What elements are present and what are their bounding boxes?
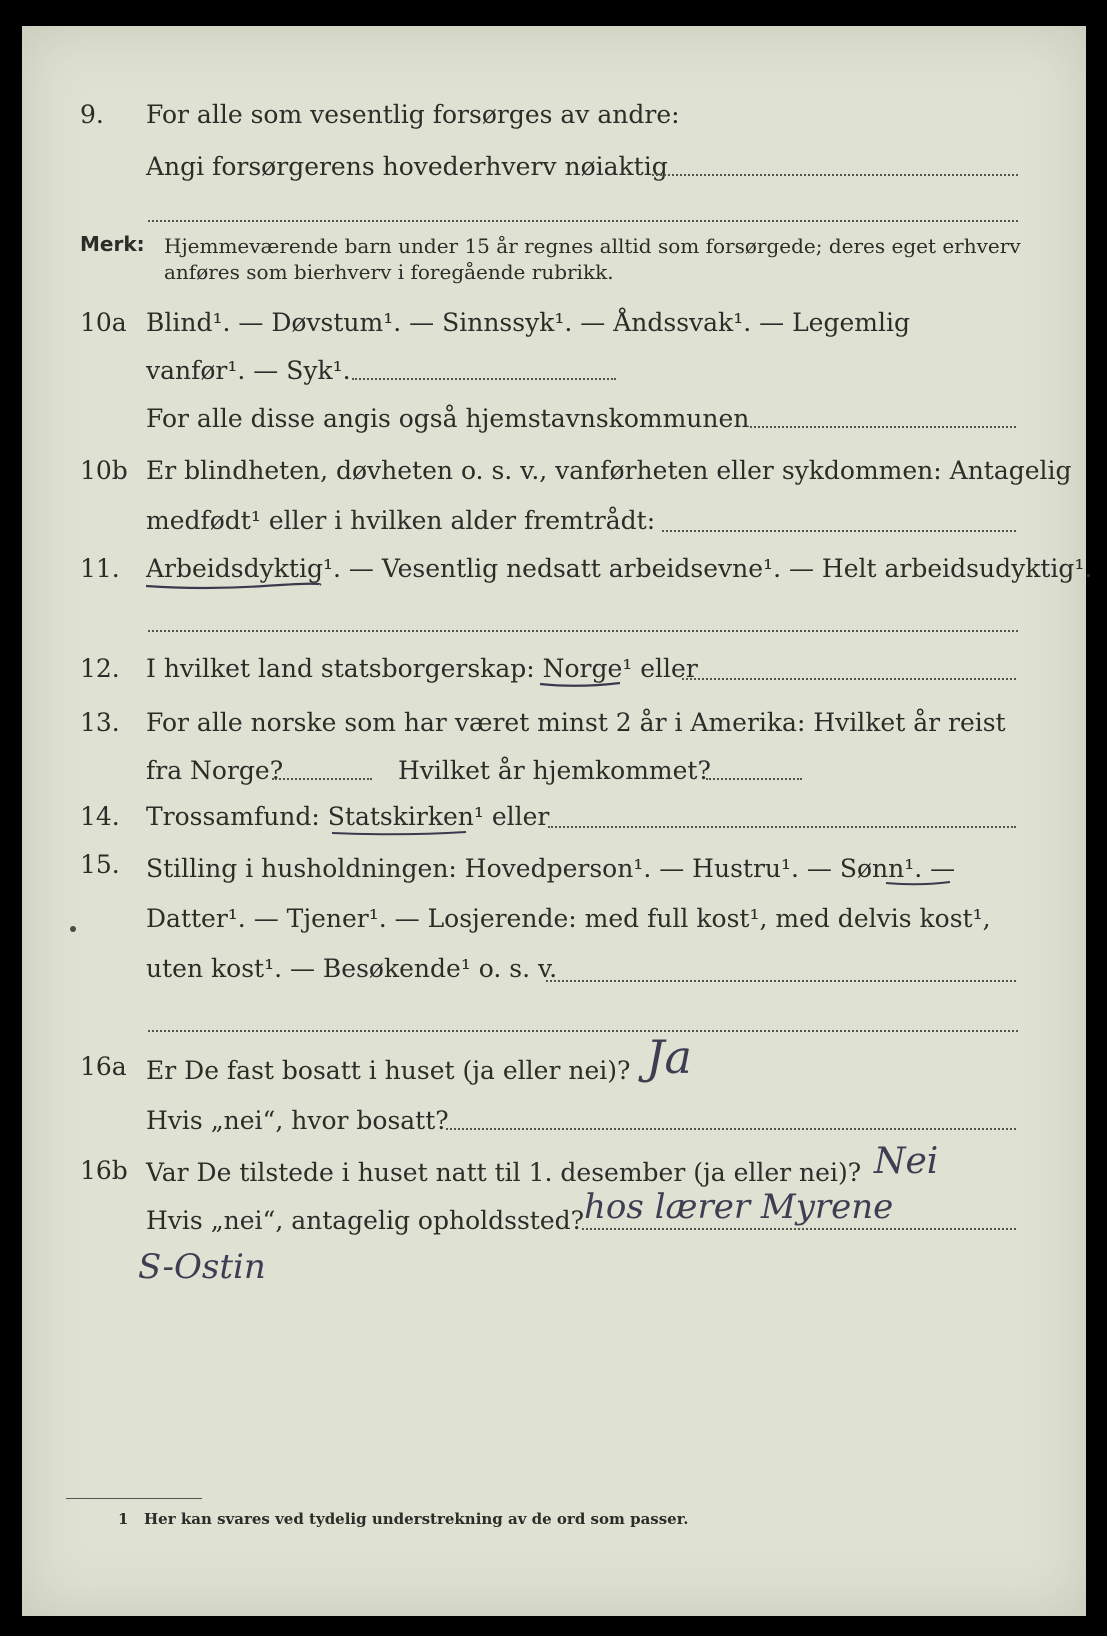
q13-text-line1: For alle norske som har været minst 2 år i Amerika: Hvilket år reist [146, 708, 1006, 737]
q16a-bosatt-answer-line[interactable] [446, 1128, 1016, 1130]
q13-reist-answer-line[interactable] [272, 778, 372, 780]
q14-answer-line[interactable] [548, 826, 1016, 828]
q14-text-line1: Trossamfund: Statskirken¹ eller [146, 802, 550, 831]
q16a-number: 16a [80, 1052, 127, 1081]
q10b-text-line2: medfødt¹ eller i hvilken alder fremtrådt: [146, 506, 656, 535]
census-form-page [22, 26, 1093, 1616]
q13-text-line2a: fra Norge? [146, 756, 284, 785]
q10b-answer-line[interactable] [662, 530, 1016, 532]
q16a-handwritten-answer: Ja [646, 1030, 692, 1084]
q12-number: 12. [80, 654, 120, 683]
q16b-text-line2: Hvis „nei“, antagelig opholdssted? [146, 1206, 585, 1235]
q15-answer-line[interactable] [546, 980, 1016, 982]
q10a-text-line1: Blind¹. — Døvstum¹. — Sinnssyk¹. — Åndssvak¹. — Legemlig [146, 308, 910, 337]
merk-label: Merk: [80, 232, 145, 256]
q10a-kommune-answer-line[interactable] [750, 426, 1016, 428]
q16b-handwritten-place-cont: S-Ostin [138, 1247, 266, 1287]
q10a-answer-line[interactable] [352, 378, 616, 380]
q16a-text-line2: Hvis „nei“, hvor bosatt? [146, 1106, 449, 1135]
q13-text-line2b: Hvilket år hjemkommet? [398, 756, 711, 785]
q9-answer-line[interactable] [652, 174, 1018, 176]
q12-text-line1: I hvilket land statsborgerskap: Norge¹ eller [146, 654, 698, 683]
footnote-text: Her kan svares ved tydelig understrekning av de ord som passer. [144, 1510, 689, 1528]
footnote-rule [66, 1498, 202, 1499]
q16b-number: 16b [80, 1156, 128, 1185]
q15-answer-line-2[interactable] [148, 1030, 1018, 1032]
q13-hjemkommet-answer-line[interactable] [706, 778, 802, 780]
merk-text-line2: anføres som bierhverv i foregående rubrikk. [164, 260, 614, 284]
ink-spot [70, 926, 76, 932]
q9-answer-line-2[interactable] [148, 220, 1018, 222]
q15-text-line2: Datter¹. — Tjener¹. — Losjerende: med full kost¹, med delvis kost¹, [146, 904, 991, 933]
q9-text-line2: Angi forsørgerens hovederhverv nøiaktig [146, 152, 668, 181]
q10a-number: 10a [80, 308, 127, 337]
q10a-text-line2: vanfør¹. — Syk¹. [146, 356, 351, 385]
q16a-text-line1: Er De fast bosatt i huset (ja eller nei)? [146, 1056, 631, 1085]
merk-text-line1: Hjemmeværende barn under 15 år regnes alltid som forsørgede; deres eget erhverv [164, 234, 1021, 258]
q11-answer-line[interactable] [148, 630, 1018, 632]
q9-text-line1: For alle som vesentlig forsørges av andre: [146, 100, 680, 129]
q16b-text-line1: Var De tilstede i huset natt til 1. desember (ja eller nei)? [146, 1158, 862, 1187]
q16b-opholdssted-answer-line[interactable] [582, 1228, 1016, 1230]
q11-handwritten-underline [144, 578, 324, 592]
q11-number: 11. [80, 554, 120, 583]
q15-text-line1: Stilling i husholdningen: Hovedperson¹. — Hustru¹. — Sønn¹. — [146, 854, 956, 883]
q10b-text-line1: Er blindheten, døvheten o. s. v., vanførheten eller sykdommen: Antagelig [146, 456, 1072, 485]
q10a-text-line3: For alle disse angis også hjemstavnskommunen [146, 404, 750, 433]
footnote-mark: 1 [118, 1510, 129, 1528]
q9-number: 9. [80, 100, 104, 129]
q13-number: 13. [80, 708, 120, 737]
q14-number: 14. [80, 802, 120, 831]
q15-sonn-underline [884, 878, 954, 888]
q12-answer-line[interactable] [682, 678, 1016, 680]
q15-number: 15. [80, 850, 120, 879]
q15-text-line3: uten kost¹. — Besøkende¹ o. s. v. [146, 954, 558, 983]
q14-statskirken-underline [330, 828, 470, 838]
q10b-number: 10b [80, 456, 128, 485]
q16b-handwritten-answer: Nei [874, 1141, 939, 1182]
q16b-handwritten-place: hos lærer Myrene [584, 1187, 894, 1227]
q12-norge-underline [538, 678, 622, 690]
q11-text-line1: Arbeidsdyktig¹. — Vesentlig nedsatt arbeidsevne¹. — Helt arbeidsudyktig¹. [146, 554, 1093, 583]
